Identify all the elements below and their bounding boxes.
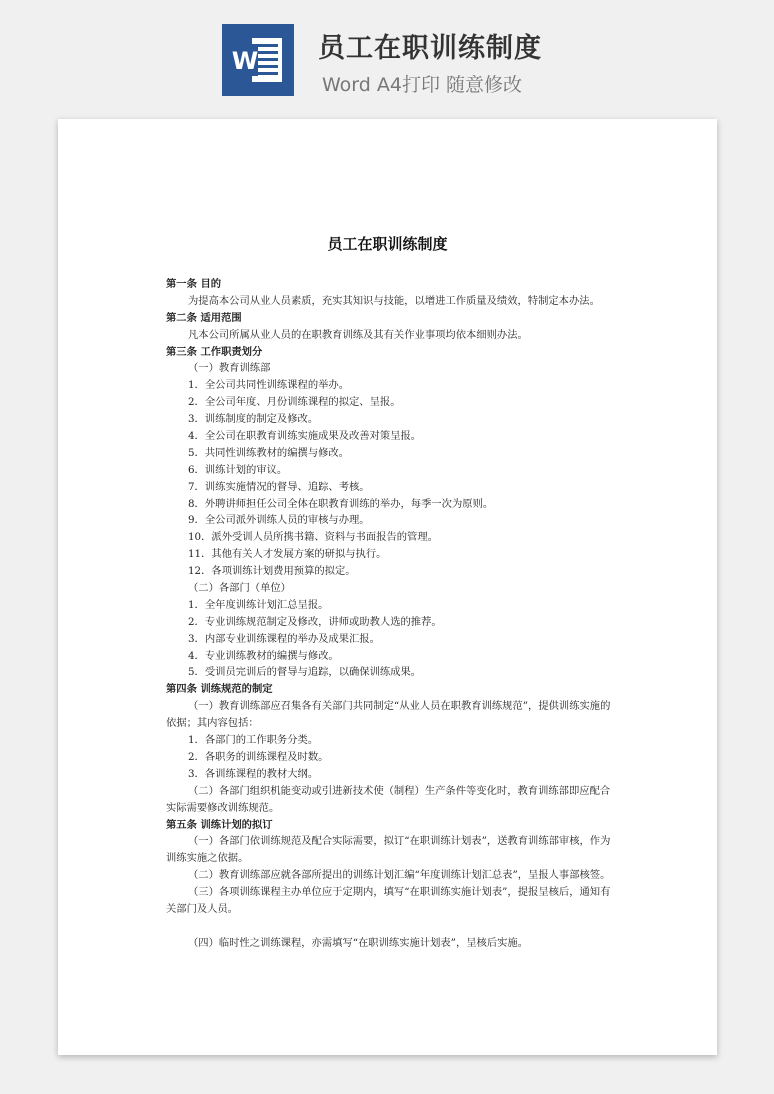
paragraph-line: 10．派外受训人员所携书籍、资料与书面报告的管理。: [188, 531, 438, 544]
paragraph-line: 5．共同性训练教材的编撰与修改。: [188, 446, 350, 459]
paragraph-line: 实际需要修改训练规范。: [166, 801, 280, 814]
paragraph-line: （二）各部门（单位）: [188, 582, 291, 595]
section-heading: 第三条 工作职责划分: [166, 345, 263, 358]
logo-letter: W: [231, 47, 259, 75]
document-title: 员工在职训练制度: [327, 235, 448, 253]
paragraph-line: 2．专业训练规范制定及修改，讲师或助教人选的推荐。: [188, 615, 442, 628]
paragraph-line: （三）各项训练课程主办单位应于定期内，填写“在职训练实施计划表”，提报呈核后，通知有: [188, 886, 611, 899]
paragraph-line: 3．各训练课程的教材大纲。: [188, 767, 319, 780]
paragraph-line: 依据；其内容包括：: [166, 717, 259, 730]
paragraph-line: （四）临时性之训练课程，亦需填写“在职训练实施计划表”，呈核后实施。: [188, 936, 529, 949]
section-heading: 第一条 目的: [166, 278, 222, 290]
document-page: [58, 119, 717, 1055]
paragraph-line: 4．全公司在职教育训练实施成果及改善对策呈报。: [188, 430, 422, 443]
paragraph-line: 4．专业训练教材的编撰与修改。: [188, 649, 339, 662]
paragraph-line: 凡本公司所属从业人员的在职教育训练及其有关作业事项均依本细则办法。: [188, 328, 528, 341]
blank-line: [166, 918, 644, 935]
paragraph-line: （一）教育训练部应召集各有关部门共同制定“从业人员在职教育训练规范”，提供训练实施的: [188, 700, 611, 713]
paragraph-line: 6．训练计划的审议。: [188, 463, 288, 476]
paragraph-line: 3．训练制度的制定及修改。: [188, 413, 319, 426]
paragraph-line: 2．全公司年度、月份训练课程的拟定、呈报。: [188, 396, 401, 409]
header: [0, 0, 774, 110]
document-body: [166, 276, 644, 952]
paragraph-line: （二）各部门组织机能变动或引进新技术使（制程）生产条件等变化时，教育训练部即应配合: [188, 784, 611, 797]
paragraph-line: （一）各部门依训练规范及配合实际需要，拟订“在职训练计划表”，送教育训练部审核，作为: [188, 835, 611, 848]
paragraph-line: 1．各部门的工作职务分类。: [188, 734, 319, 747]
paragraph-line: （二）教育训练部应就各部所提出的训练计划汇编“年度训练计划汇总表”，呈报人事部核签。: [188, 869, 611, 882]
section-heading: 第五条 训练计划的拟订: [166, 818, 273, 831]
paragraph-line: 7．训练实施情况的督导、追踪、考核。: [188, 480, 370, 493]
section-heading: 第二条 适用范围: [166, 311, 242, 324]
section-heading: 第四条 训练规范的制定: [166, 683, 273, 696]
paragraph-line: 12．各项训练计划费用预算的拟定。: [188, 565, 356, 578]
paragraph-line: 11．其他有关人才发展方案的研拟与执行。: [188, 548, 387, 561]
paragraph-line: 3．内部专业训练课程的举办及成果汇报。: [188, 632, 380, 645]
paragraph-line: 8．外聘讲师担任公司全体在职教育训练的举办，每季一次为原则。: [188, 497, 494, 510]
paragraph-line: 5．受训员完训后的督导与追踪，以确保训练成果。: [188, 666, 422, 679]
word-logo-icon: [222, 24, 294, 96]
paragraph-line: 2．各职务的训练课程及时数。: [188, 750, 329, 763]
paragraph-line: 9．全公司派外训练人员的审核与办理。: [188, 514, 370, 527]
paragraph-line: 1．全公司共同性训练课程的举办。: [188, 379, 350, 392]
paragraph-line: 1．全年度训练计划汇总呈报。: [188, 598, 329, 611]
header-title: 员工在职训练制度: [318, 33, 542, 64]
paragraph-line: 训练实施之依据。: [166, 852, 249, 865]
paragraph-line: 为提高本公司从业人员素质，充实其知识与技能，以增进工作质量及绩效，特制定本办法。: [188, 294, 600, 307]
paragraph-line: （一）教育训练部: [188, 362, 271, 375]
header-subtitle: Word A4打印 随意修改: [322, 74, 523, 96]
paragraph-line: 关部门及人员。: [166, 902, 239, 915]
